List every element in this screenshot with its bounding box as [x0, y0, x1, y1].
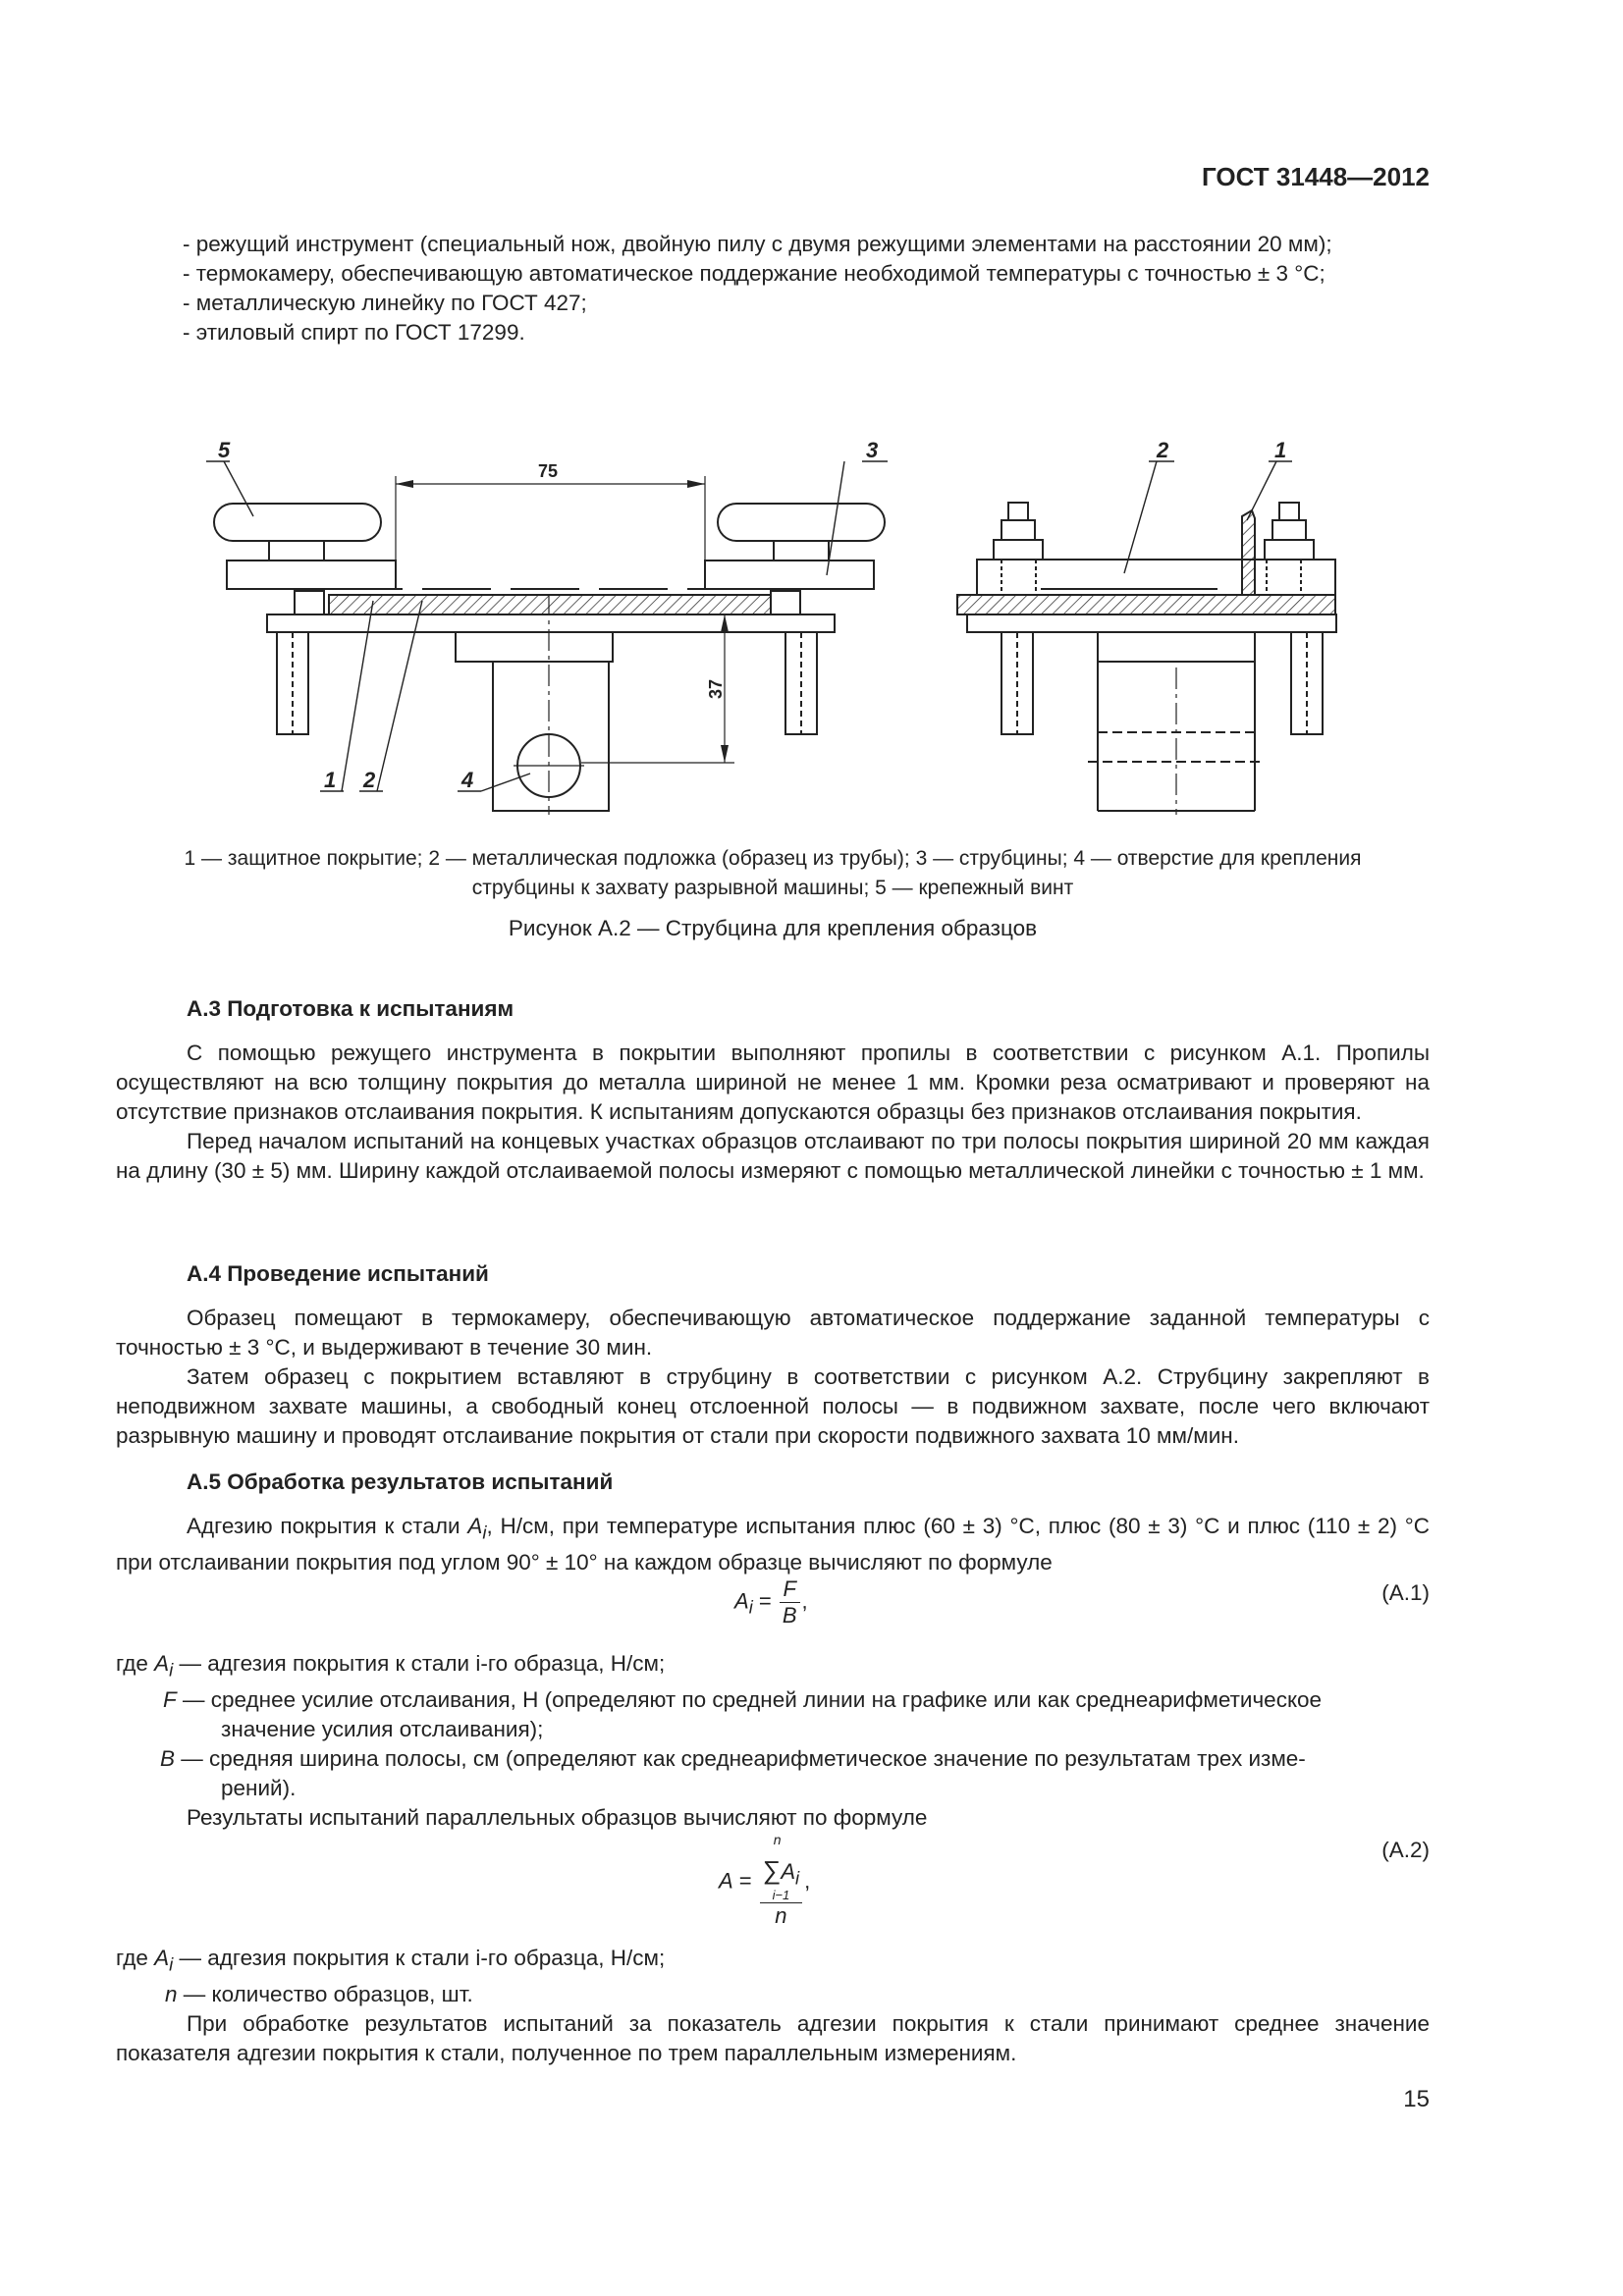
paragraph: При обработке результатов испытаний за показатель адгезии покрытия к стали принимают среднее значение показателя адгезии покрытия к стали, полученное по трем параллельным измерениям.	[116, 2010, 1430, 2065]
clamp-figure	[0, 412, 1623, 834]
paragraph: Результаты испытаний параллельных образцов вычисляют по формуле	[187, 1804, 928, 1830]
standard-number: ГОСТ 31448—2012	[1202, 162, 1430, 191]
list-item: - режущий инструмент (специальный нож, двойную пилу с двумя режущими элементами на расстоянии 20 мм);	[183, 232, 1332, 256]
equation-number: (А.2)	[1381, 1838, 1430, 1862]
section-heading: А.3 Подготовка к испытаниям	[187, 996, 514, 1021]
where-block-2	[116, 1944, 1430, 2068]
list-item: - металлическую линейку по ГОСТ 427;	[183, 291, 587, 315]
where-block-1	[116, 1649, 1430, 1833]
where-line: n — количество образцов, шт.	[165, 1981, 473, 2006]
dimension-height: 37	[706, 678, 726, 699]
callout-4: 4	[461, 768, 474, 792]
callout-1: 1	[324, 768, 337, 792]
section-a4-body	[116, 1304, 1430, 1451]
where-line: B — средняя ширина полосы, см (определяют как среднеарифметическое значение по результатам трех изме-	[160, 1745, 1306, 1771]
paragraph: Адгезию покрытия к стали $A_i$, Н/см, при температуре испытания плюс (60 ± 3) °С, плюс (80 ± 3) °С и плюс (110 ± 2) °С при отслаивании покрытия под углом 90° ± 10° на каждом образце вычисляют по формуле	[116, 1514, 1430, 1575]
list-item: - термокамеру, обеспечивающую автоматическое поддержание необходимой температуры с точностью ± 3 °С;	[183, 261, 1325, 286]
equation-number: (А.1)	[1381, 1580, 1430, 1605]
paragraph: С помощью режущего инструмента в покрытии выполняют пропилы в соответствии с рисунком А.1. Пропилы осуществляют на всю толщину покрытия до металла шириной не менее 1 мм. Кромки реза осматривают и проверяют на отсутствие признаков отслаивания покрытия. К испытаниям допускаются образцы без признаков отслаивания покрытия.	[116, 1041, 1430, 1124]
callout-1-right: 1	[1274, 438, 1287, 462]
where-line: значение усилия отслаивания);	[221, 1716, 544, 1741]
callout-5: 5	[218, 438, 231, 462]
callout-2: 2	[363, 768, 376, 792]
figure-legend	[116, 844, 1430, 903]
page-number: 15	[1403, 2086, 1430, 2112]
section-heading: А.5 Обработка результатов испытаний	[187, 1469, 614, 1494]
paragraph: Затем образец с покрытием вставляют в струбцину в соответствии с рисунком А.2. Струбцину закрепляют в неподвижном захвате машины, а свободный конец отслоенной полосы — в подвижном захвате, после чего включают разрывную машину и проводят отслаивание покрытия от стали при скорости подвижного захвата 10 мм/мин.	[116, 1364, 1430, 1448]
section-a5-body	[116, 1512, 1430, 1577]
paragraph: Перед началом испытаний на концевых участках образцов отслаивают по три полосы покрытия шириной 20 мм каждая на длину (30 ± 5) мм. Ширину каждой отслаиваемой полосы измеряют с помощью металлической линейки с точностью ± 1 мм.	[116, 1129, 1430, 1183]
figure-title: Рисунок А.2 — Струбцина для крепления образцов	[508, 916, 1038, 940]
where-line: рений).	[221, 1775, 297, 1800]
equipment-list	[116, 230, 1430, 347]
callout-2-right: 2	[1157, 438, 1169, 462]
section-heading: А.4 Проведение испытаний	[187, 1261, 489, 1286]
where-line: где $A_i$ — адгезия покрытия к стали i-го образца, Н/см;	[116, 1946, 666, 1975]
callout-3: 3	[866, 438, 879, 462]
legend-line: струбцины к захвату разрывной машины; 5 — крепежный винт	[471, 877, 1074, 899]
dimension-width: 75	[538, 461, 559, 481]
formula-a2: A = n $\sum A_i$ i−1 n ,	[719, 1832, 811, 1929]
where-line: F — среднее усилие отслаивания, Н (определяют по средней линии на графике или как среднеарифметическое	[163, 1686, 1323, 1712]
paragraph: Образец помещают в термокамеру, обеспечивающую автоматическое поддержание заданной температуры с точностью ± 3 °С, и выдерживают в течение 30 мин.	[116, 1306, 1430, 1360]
section-a3-body	[116, 1039, 1430, 1186]
list-item: - этиловый спирт по ГОСТ 17299.	[183, 320, 525, 345]
legend-line: 1 — защитное покрытие; 2 — металлическая подложка (образец из трубы); 3 — струбцины; 4 — отверстие для крепления	[184, 847, 1362, 870]
formula-a1: $A_i$ = $\frac{F}{B}$ ,	[734, 1576, 808, 1628]
where-line: где $A_i$ — адгезия покрытия к стали i-го образца, Н/см;	[116, 1651, 666, 1681]
